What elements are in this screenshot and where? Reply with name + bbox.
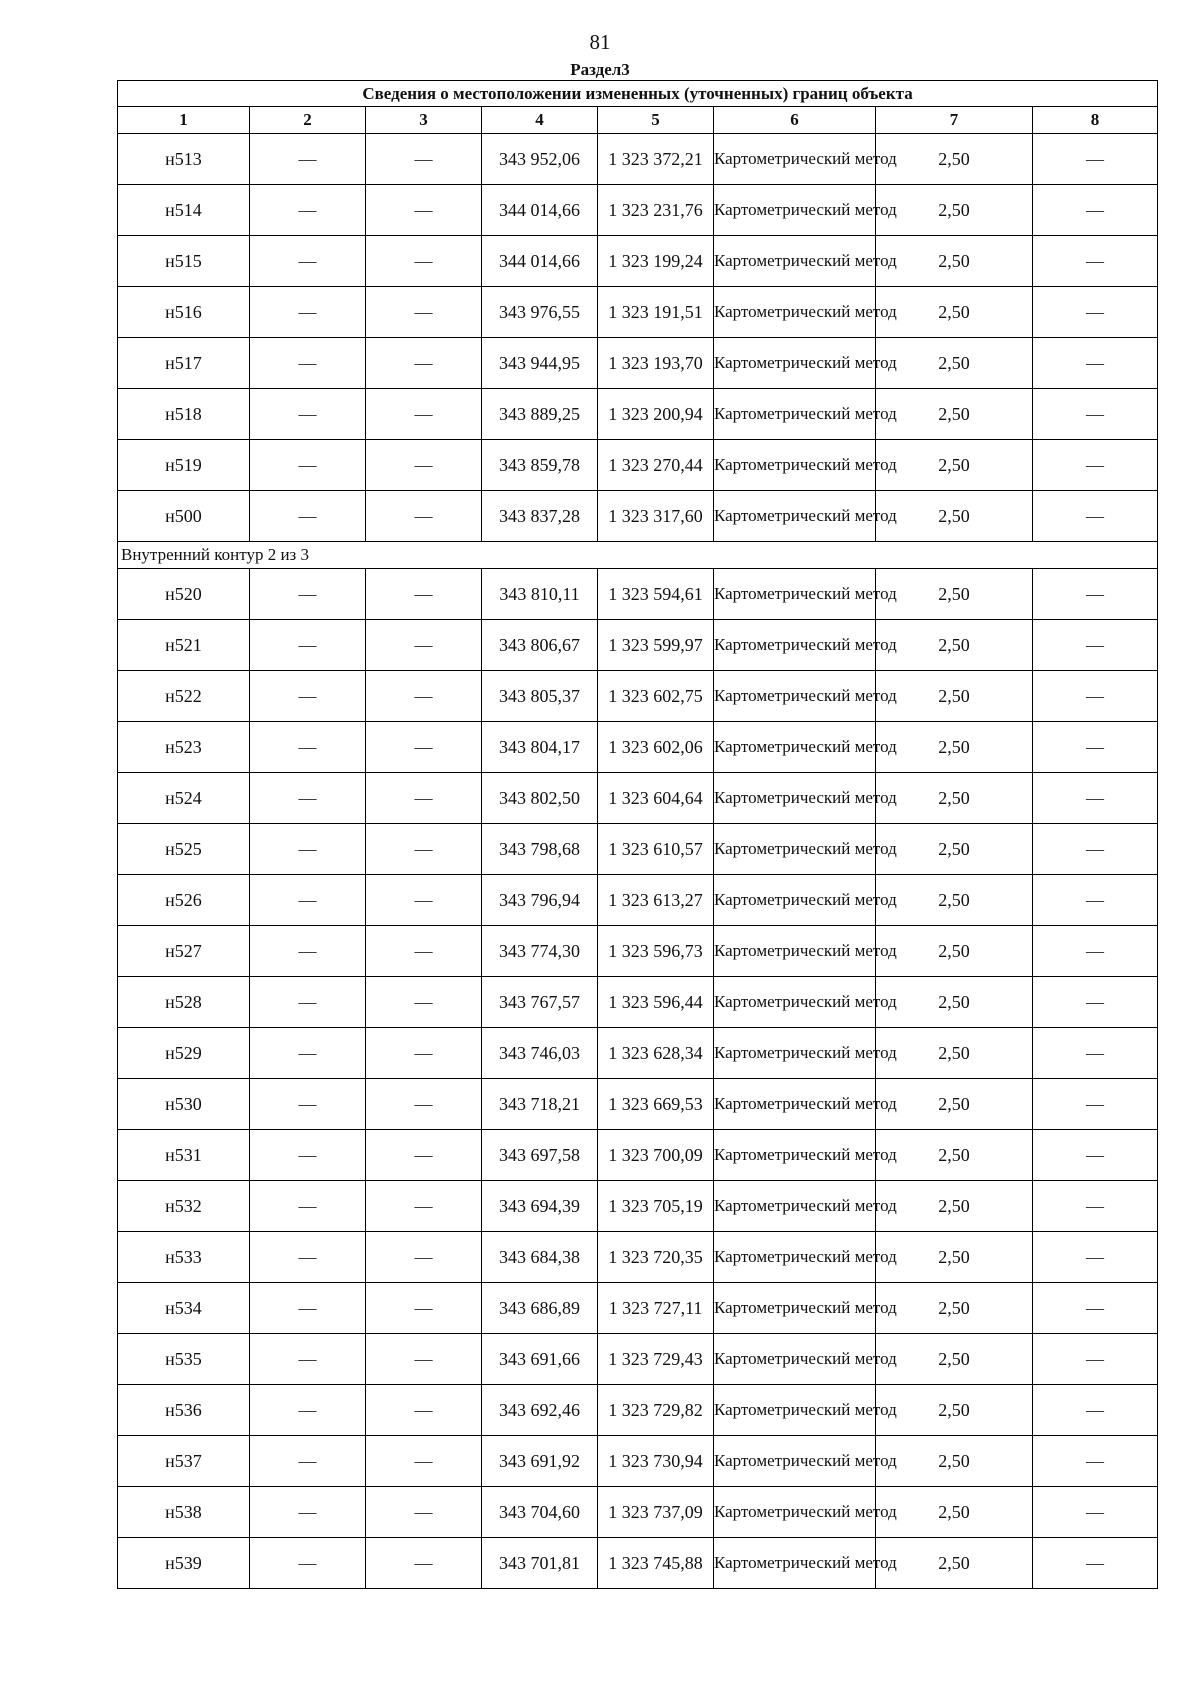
accuracy-cell: 2,50 — [876, 185, 1033, 236]
col3-cell: — — [366, 338, 482, 389]
x-coordinate-cell: 343 952,06 — [482, 134, 598, 185]
col2-cell: — — [250, 287, 366, 338]
table-row — [118, 1436, 1158, 1487]
point-name-cell: н513 — [118, 134, 250, 185]
col8-cell: — — [1033, 1130, 1158, 1181]
y-coordinate-cell: 1 323 602,75 — [598, 671, 714, 722]
point-name-cell: н518 — [118, 389, 250, 440]
method-cell: Картометрический метод — [714, 569, 876, 620]
method-cell: Картометрический метод — [714, 1181, 876, 1232]
column-number-1: 1 — [118, 107, 250, 134]
x-coordinate-cell: 343 774,30 — [482, 926, 598, 977]
point-name-cell: н529 — [118, 1028, 250, 1079]
method-cell: Картометрический метод — [714, 926, 876, 977]
method-cell: Картометрический метод — [714, 1232, 876, 1283]
col3-cell: — — [366, 236, 482, 287]
table-row — [118, 338, 1158, 389]
accuracy-cell: 2,50 — [876, 1334, 1033, 1385]
y-coordinate-cell: 1 323 720,35 — [598, 1232, 714, 1283]
column-number-row — [118, 107, 1158, 134]
x-coordinate-cell: 343 806,67 — [482, 620, 598, 671]
col2-cell: — — [250, 440, 366, 491]
column-number-5: 5 — [598, 107, 714, 134]
col2-cell: — — [250, 389, 366, 440]
method-cell: Картометрический метод — [714, 875, 876, 926]
col2-cell: — — [250, 1283, 366, 1334]
column-number-2: 2 — [250, 107, 366, 134]
accuracy-cell: 2,50 — [876, 926, 1033, 977]
method-cell: Картометрический метод — [714, 1538, 876, 1589]
x-coordinate-cell: 343 701,81 — [482, 1538, 598, 1589]
method-cell: Картометрический метод — [714, 236, 876, 287]
col2-cell: — — [250, 1130, 366, 1181]
table-row — [118, 620, 1158, 671]
x-coordinate-cell: 343 697,58 — [482, 1130, 598, 1181]
x-coordinate-cell: 343 976,55 — [482, 287, 598, 338]
table-row — [118, 185, 1158, 236]
y-coordinate-cell: 1 323 669,53 — [598, 1079, 714, 1130]
method-cell: Картометрический метод — [714, 773, 876, 824]
col2-cell: — — [250, 134, 366, 185]
col3-cell: — — [366, 1028, 482, 1079]
table-row — [118, 1181, 1158, 1232]
x-coordinate-cell: 343 694,39 — [482, 1181, 598, 1232]
col8-cell: — — [1033, 1181, 1158, 1232]
col8-cell: — — [1033, 824, 1158, 875]
table-row — [118, 722, 1158, 773]
col2-cell: — — [250, 338, 366, 389]
point-name-cell: н524 — [118, 773, 250, 824]
x-coordinate-cell: 343 802,50 — [482, 773, 598, 824]
accuracy-cell: 2,50 — [876, 671, 1033, 722]
col2-cell: — — [250, 1232, 366, 1283]
point-name-cell: н521 — [118, 620, 250, 671]
method-cell: Картометрический метод — [714, 977, 876, 1028]
x-coordinate-cell: 343 704,60 — [482, 1487, 598, 1538]
table-row — [118, 236, 1158, 287]
y-coordinate-cell: 1 323 745,88 — [598, 1538, 714, 1589]
table-row — [118, 134, 1158, 185]
col2-cell: — — [250, 671, 366, 722]
col3-cell: — — [366, 1181, 482, 1232]
col2-cell: — — [250, 185, 366, 236]
col8-cell: — — [1033, 440, 1158, 491]
method-cell: Картометрический метод — [714, 671, 876, 722]
x-coordinate-cell: 343 804,17 — [482, 722, 598, 773]
col3-cell: — — [366, 1232, 482, 1283]
col8-cell: — — [1033, 338, 1158, 389]
col8-cell: — — [1033, 1079, 1158, 1130]
point-name-cell: н530 — [118, 1079, 250, 1130]
col3-cell: — — [366, 773, 482, 824]
col8-cell: — — [1033, 1232, 1158, 1283]
col8-cell: — — [1033, 1385, 1158, 1436]
method-cell: Картометрический метод — [714, 722, 876, 773]
col8-cell: — — [1033, 1538, 1158, 1589]
table-row — [118, 569, 1158, 620]
col2-cell: — — [250, 824, 366, 875]
point-name-cell: н525 — [118, 824, 250, 875]
accuracy-cell: 2,50 — [876, 1283, 1033, 1334]
accuracy-cell: 2,50 — [876, 1079, 1033, 1130]
col3-cell: — — [366, 671, 482, 722]
method-cell: Картометрический метод — [714, 338, 876, 389]
accuracy-cell: 2,50 — [876, 722, 1033, 773]
col3-cell: — — [366, 389, 482, 440]
x-coordinate-cell: 343 691,66 — [482, 1334, 598, 1385]
col2-cell: — — [250, 1334, 366, 1385]
accuracy-cell: 2,50 — [876, 569, 1033, 620]
col3-cell: — — [366, 569, 482, 620]
x-coordinate-cell: 343 944,95 — [482, 338, 598, 389]
col3-cell: — — [366, 1487, 482, 1538]
accuracy-cell: 2,50 — [876, 236, 1033, 287]
col8-cell: — — [1033, 620, 1158, 671]
col3-cell: — — [366, 491, 482, 542]
table-row — [118, 491, 1158, 542]
x-coordinate-cell: 343 767,57 — [482, 977, 598, 1028]
point-name-cell: н527 — [118, 926, 250, 977]
table-body — [118, 134, 1158, 1589]
col8-cell: — — [1033, 1028, 1158, 1079]
col8-cell: — — [1033, 1334, 1158, 1385]
table-row — [118, 1232, 1158, 1283]
boundary-coordinates-table — [117, 80, 1158, 1589]
table-row — [118, 1487, 1158, 1538]
accuracy-cell: 2,50 — [876, 1181, 1033, 1232]
point-name-cell: н519 — [118, 440, 250, 491]
col3-cell: — — [366, 287, 482, 338]
method-cell: Картометрический метод — [714, 1079, 876, 1130]
col8-cell: — — [1033, 926, 1158, 977]
method-cell: Картометрический метод — [714, 1436, 876, 1487]
point-name-cell: н520 — [118, 569, 250, 620]
col8-cell: — — [1033, 671, 1158, 722]
y-coordinate-cell: 1 323 596,73 — [598, 926, 714, 977]
col3-cell: — — [366, 620, 482, 671]
y-coordinate-cell: 1 323 596,44 — [598, 977, 714, 1028]
col3-cell: — — [366, 824, 482, 875]
point-name-cell: н516 — [118, 287, 250, 338]
accuracy-cell: 2,50 — [876, 338, 1033, 389]
table-row — [118, 1334, 1158, 1385]
column-number-7: 7 — [876, 107, 1033, 134]
accuracy-cell: 2,50 — [876, 134, 1033, 185]
point-name-cell: н523 — [118, 722, 250, 773]
x-coordinate-cell: 343 810,11 — [482, 569, 598, 620]
y-coordinate-cell: 1 323 594,61 — [598, 569, 714, 620]
x-coordinate-cell: 344 014,66 — [482, 185, 598, 236]
y-coordinate-cell: 1 323 599,97 — [598, 620, 714, 671]
col8-cell: — — [1033, 773, 1158, 824]
table-row — [118, 773, 1158, 824]
y-coordinate-cell: 1 323 604,64 — [598, 773, 714, 824]
method-cell: Картометрический метод — [714, 1487, 876, 1538]
col8-cell: — — [1033, 1283, 1158, 1334]
col8-cell: — — [1033, 134, 1158, 185]
col2-cell: — — [250, 236, 366, 287]
table-row — [118, 1283, 1158, 1334]
point-name-cell: н522 — [118, 671, 250, 722]
y-coordinate-cell: 1 323 231,76 — [598, 185, 714, 236]
table-title: Сведения о местоположении измененных (уточненных) границ объекта — [118, 81, 1158, 107]
contour-label: Внутренний контур 2 из 3 — [118, 542, 1158, 569]
col2-cell: — — [250, 875, 366, 926]
col8-cell: — — [1033, 569, 1158, 620]
column-number-3: 3 — [366, 107, 482, 134]
col2-cell: — — [250, 491, 366, 542]
y-coordinate-cell: 1 323 729,82 — [598, 1385, 714, 1436]
col2-cell: — — [250, 569, 366, 620]
column-number-8: 8 — [1033, 107, 1158, 134]
method-cell: Картометрический метод — [714, 1385, 876, 1436]
method-cell: Картометрический метод — [714, 1283, 876, 1334]
method-cell: Картометрический метод — [714, 287, 876, 338]
x-coordinate-cell: 343 798,68 — [482, 824, 598, 875]
col3-cell: — — [366, 722, 482, 773]
point-name-cell: н517 — [118, 338, 250, 389]
col8-cell: — — [1033, 1436, 1158, 1487]
x-coordinate-cell: 343 889,25 — [482, 389, 598, 440]
y-coordinate-cell: 1 323 317,60 — [598, 491, 714, 542]
col8-cell: — — [1033, 287, 1158, 338]
accuracy-cell: 2,50 — [876, 1232, 1033, 1283]
col3-cell: — — [366, 440, 482, 491]
col3-cell: — — [366, 977, 482, 1028]
col3-cell: — — [366, 1130, 482, 1181]
col3-cell: — — [366, 875, 482, 926]
col2-cell: — — [250, 1028, 366, 1079]
col8-cell: — — [1033, 389, 1158, 440]
table-row — [118, 287, 1158, 338]
col2-cell: — — [250, 1436, 366, 1487]
x-coordinate-cell: 343 837,28 — [482, 491, 598, 542]
y-coordinate-cell: 1 323 628,34 — [598, 1028, 714, 1079]
point-name-cell: н534 — [118, 1283, 250, 1334]
accuracy-cell: 2,50 — [876, 389, 1033, 440]
accuracy-cell: 2,50 — [876, 440, 1033, 491]
col3-cell: — — [366, 134, 482, 185]
table-row — [118, 977, 1158, 1028]
col8-cell: — — [1033, 185, 1158, 236]
x-coordinate-cell: 343 686,89 — [482, 1283, 598, 1334]
col2-cell: — — [250, 1487, 366, 1538]
page-number: 81 — [589, 30, 611, 54]
contour-separator-row — [118, 542, 1158, 569]
col8-cell: — — [1033, 977, 1158, 1028]
accuracy-cell: 2,50 — [876, 875, 1033, 926]
y-coordinate-cell: 1 323 200,94 — [598, 389, 714, 440]
col2-cell: — — [250, 1079, 366, 1130]
accuracy-cell: 2,50 — [876, 1538, 1033, 1589]
y-coordinate-cell: 1 323 737,09 — [598, 1487, 714, 1538]
table-row — [118, 824, 1158, 875]
table-row — [118, 875, 1158, 926]
accuracy-cell: 2,50 — [876, 1130, 1033, 1181]
accuracy-cell: 2,50 — [876, 287, 1033, 338]
method-cell: Картометрический метод — [714, 1028, 876, 1079]
table-row — [118, 1385, 1158, 1436]
y-coordinate-cell: 1 323 705,19 — [598, 1181, 714, 1232]
col2-cell: — — [250, 926, 366, 977]
y-coordinate-cell: 1 323 191,51 — [598, 287, 714, 338]
col2-cell: — — [250, 977, 366, 1028]
y-coordinate-cell: 1 323 270,44 — [598, 440, 714, 491]
col3-cell: — — [366, 1385, 482, 1436]
col2-cell: — — [250, 1538, 366, 1589]
accuracy-cell: 2,50 — [876, 1436, 1033, 1487]
col3-cell: — — [366, 1334, 482, 1385]
y-coordinate-cell: 1 323 700,09 — [598, 1130, 714, 1181]
accuracy-cell: 2,50 — [876, 620, 1033, 671]
y-coordinate-cell: 1 323 193,70 — [598, 338, 714, 389]
col2-cell: — — [250, 620, 366, 671]
table-row — [118, 1538, 1158, 1589]
col3-cell: — — [366, 1079, 482, 1130]
y-coordinate-cell: 1 323 613,27 — [598, 875, 714, 926]
col2-cell: — — [250, 773, 366, 824]
point-name-cell: н536 — [118, 1385, 250, 1436]
table-row — [118, 671, 1158, 722]
method-cell: Картометрический метод — [714, 389, 876, 440]
point-name-cell: н531 — [118, 1130, 250, 1181]
method-cell: Картометрический метод — [714, 491, 876, 542]
x-coordinate-cell: 343 692,46 — [482, 1385, 598, 1436]
y-coordinate-cell: 1 323 372,21 — [598, 134, 714, 185]
point-name-cell: н537 — [118, 1436, 250, 1487]
x-coordinate-cell: 344 014,66 — [482, 236, 598, 287]
table-row — [118, 389, 1158, 440]
x-coordinate-cell: 343 691,92 — [482, 1436, 598, 1487]
accuracy-cell: 2,50 — [876, 773, 1033, 824]
col8-cell: — — [1033, 236, 1158, 287]
column-number-6: 6 — [714, 107, 876, 134]
point-name-cell: н532 — [118, 1181, 250, 1232]
col8-cell: — — [1033, 875, 1158, 926]
x-coordinate-cell: 343 684,38 — [482, 1232, 598, 1283]
col3-cell: — — [366, 926, 482, 977]
point-name-cell: н538 — [118, 1487, 250, 1538]
table-row — [118, 1079, 1158, 1130]
table-row — [118, 440, 1158, 491]
accuracy-cell: 2,50 — [876, 824, 1033, 875]
method-cell: Картометрический метод — [714, 134, 876, 185]
point-name-cell: н535 — [118, 1334, 250, 1385]
point-name-cell: н515 — [118, 236, 250, 287]
y-coordinate-cell: 1 323 199,24 — [598, 236, 714, 287]
x-coordinate-cell: 343 746,03 — [482, 1028, 598, 1079]
y-coordinate-cell: 1 323 729,43 — [598, 1334, 714, 1385]
col2-cell: — — [250, 1181, 366, 1232]
col8-cell: — — [1033, 722, 1158, 773]
accuracy-cell: 2,50 — [876, 1385, 1033, 1436]
col3-cell: — — [366, 185, 482, 236]
y-coordinate-cell: 1 323 730,94 — [598, 1436, 714, 1487]
method-cell: Картометрический метод — [714, 185, 876, 236]
point-name-cell: н528 — [118, 977, 250, 1028]
col8-cell: — — [1033, 1487, 1158, 1538]
y-coordinate-cell: 1 323 602,06 — [598, 722, 714, 773]
col8-cell: — — [1033, 491, 1158, 542]
x-coordinate-cell: 343 796,94 — [482, 875, 598, 926]
col3-cell: — — [366, 1283, 482, 1334]
accuracy-cell: 2,50 — [876, 977, 1033, 1028]
y-coordinate-cell: 1 323 610,57 — [598, 824, 714, 875]
x-coordinate-cell: 343 718,21 — [482, 1079, 598, 1130]
point-name-cell: н514 — [118, 185, 250, 236]
method-cell: Картометрический метод — [714, 440, 876, 491]
table-row — [118, 1028, 1158, 1079]
method-cell: Картометрический метод — [714, 824, 876, 875]
accuracy-cell: 2,50 — [876, 491, 1033, 542]
accuracy-cell: 2,50 — [876, 1028, 1033, 1079]
method-cell: Картометрический метод — [714, 1130, 876, 1181]
col3-cell: — — [366, 1538, 482, 1589]
table-row — [118, 926, 1158, 977]
section-label: Раздел3 — [570, 60, 630, 79]
y-coordinate-cell: 1 323 727,11 — [598, 1283, 714, 1334]
table-row — [118, 1130, 1158, 1181]
column-number-4: 4 — [482, 107, 598, 134]
col2-cell: — — [250, 1385, 366, 1436]
point-name-cell: н500 — [118, 491, 250, 542]
x-coordinate-cell: 343 805,37 — [482, 671, 598, 722]
method-cell: Картометрический метод — [714, 1334, 876, 1385]
method-cell: Картометрический метод — [714, 620, 876, 671]
accuracy-cell: 2,50 — [876, 1487, 1033, 1538]
x-coordinate-cell: 343 859,78 — [482, 440, 598, 491]
point-name-cell: н526 — [118, 875, 250, 926]
col3-cell: — — [366, 1436, 482, 1487]
point-name-cell: н539 — [118, 1538, 250, 1589]
point-name-cell: н533 — [118, 1232, 250, 1283]
col2-cell: — — [250, 722, 366, 773]
